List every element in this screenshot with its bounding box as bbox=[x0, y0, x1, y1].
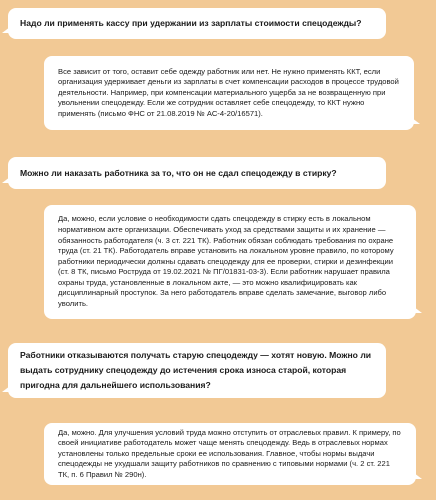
answer-2 bbox=[44, 205, 416, 319]
answer-3-tail bbox=[414, 473, 422, 479]
question-3 bbox=[8, 343, 386, 398]
answer-3-text: Да, можно. Для улучшения условий труда можно отступить от отраслевых правил. К примеру, по своей инициативе работодатель может чаще менять спецодежду. Ведь в отраслевых нормах установлены только предельные сроки ее использования. Главное, чтобы нормы выдачи спецодежды не ухудшали защиту работников по сравнению с типовыми нормами (ч. 2 ст. 221 ТК, п. 6 Правил № 290н). bbox=[58, 427, 401, 479]
answer-1-text: Все зависит от того, оставит себе одежду работник или нет. Не нужно применять ККТ, если организация удерживает деньги из зарплаты в счет компенсации расходов в процессе трудовой деятельности. Например, при компенсации материального ущерба за не возвращенную при увольнении спецодежду. Если же сотрудник оставляет себе спецодежду, то ККТ нужно применять (письмо ФНС от 21.08.2019 № АС-4-20/16571). bbox=[58, 66, 399, 118]
question-2-tail bbox=[2, 177, 10, 183]
question-2 bbox=[8, 157, 386, 189]
question-3-tail bbox=[2, 386, 10, 392]
question-1-text: Надо ли применять кассу при удержании из зарплаты стоимости спецодежды? bbox=[20, 18, 362, 28]
answer-3 bbox=[44, 423, 416, 485]
question-1 bbox=[8, 8, 386, 39]
question-1-tail bbox=[2, 27, 10, 33]
question-3-text: Работники отказываются получать старую спецодежду — хотят новую. Можно ли выдать сотруднику спецодежду до истечения срока износа старой, которая пригодна для дальнейшего использования? bbox=[20, 350, 372, 390]
answer-2-tail bbox=[414, 307, 422, 313]
answer-1-tail bbox=[412, 118, 420, 124]
question-2-text: Можно ли наказать работника за то, что он не сдал спецодежду в стирку? bbox=[20, 167, 337, 178]
answer-2-text: Да, можно, если условие о необходимости сдать спецодежду в стирку есть в локальном нормативном акте организации. Обеспечивать уход за средствами защиты и их хранение — обязанность работодателя (ч. 3 ст. 221 ТК). Работник обязан соблюдать требования по охране труда (ст. 21 ТК). Работодатель вправе установить на локальном уровне правило, по которому работники периодически должны сдавать спецодежду для ее проверки, стирки и дезинфекции (ст. 8 ТК, письмо Роструда от 19.02.2021 № ПГ/01831-03-3). Если работник нарушает правила охраны труда, установленные в локальном акте, — это можно квалифицировать как дисциплинарный проступок. За него работодатель вправе сделать замечание, выговор либо уволить. bbox=[58, 214, 394, 309]
answer-1 bbox=[44, 56, 414, 130]
